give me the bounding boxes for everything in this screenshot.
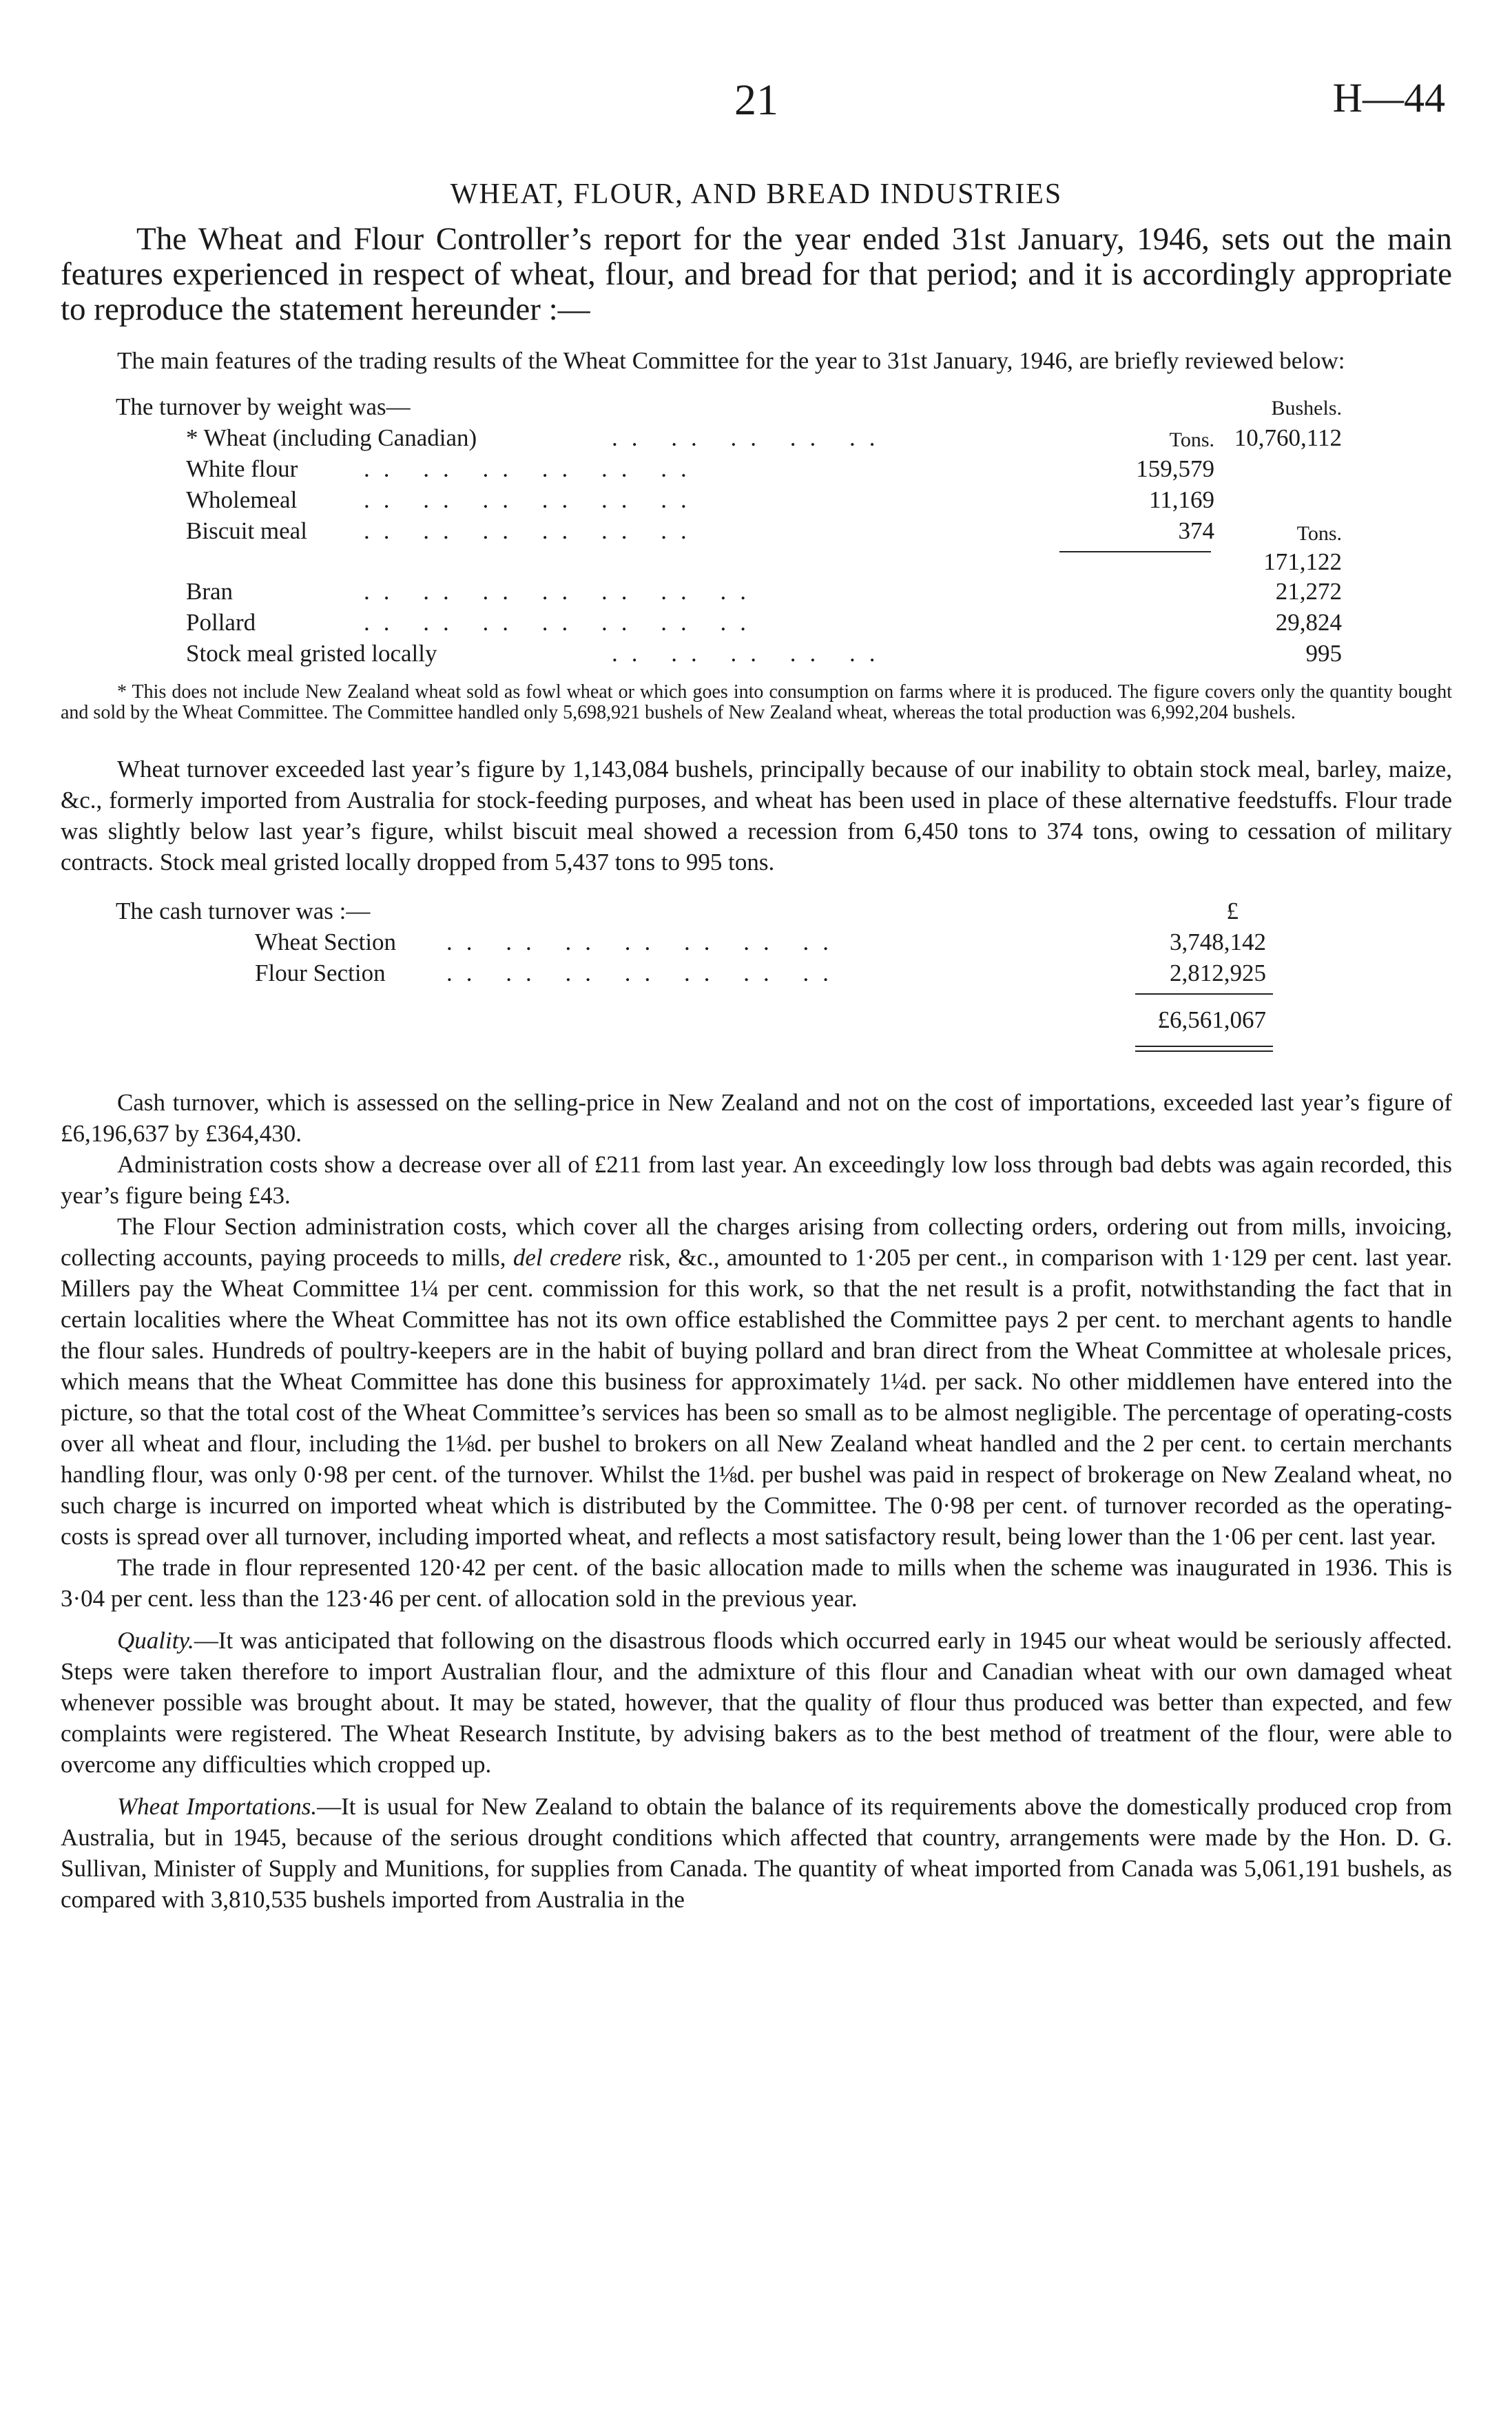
row-stock-meal-leaders: .. .. .. .. ..: [612, 640, 889, 667]
del-credere-italic: del credere: [512, 1244, 622, 1271]
tons-subtotal: 171,122: [1263, 548, 1342, 575]
intro-paragraph: The Wheat and Flour Controller’s report for the year ended 31st January, 1946, sets out the main features experienced in respect of wheat, flour, and bread for that period; and it is accordingly appropriate to reproduce the statement hereunder :—: [61, 221, 1452, 327]
row-flour-section-label: Flour Section: [255, 960, 386, 986]
row-white-flour-leaders: .. .. .. .. .. ..: [364, 455, 701, 482]
admin-paragraph: Administration costs show a decrease over all of £211 from last year. An exceedingly low loss through bad debts was again recorded, this year’s figure being £43.: [61, 1151, 1452, 1209]
cash-total: £6,561,067: [1157, 1006, 1266, 1033]
row-pollard-tons: 29,824: [1275, 609, 1342, 636]
row-wheat-leaders: .. .. .. .. ..: [612, 424, 889, 451]
cash-paragraph: Cash turnover, which is assessed on the selling-price in New Zealand and not on the cost of importations, exceeded last year’s figure of £6,196,637 by £364,430.: [61, 1089, 1452, 1147]
row-flour-section-value: 2,812,925: [1170, 960, 1266, 986]
row-bran-tons: 21,272: [1275, 578, 1342, 605]
page-header: [61, 62, 1452, 131]
row-biscuit-meal-label: Biscuit meal: [186, 517, 307, 544]
flour-section-text-b: risk, &c., amounted to 1·205 per cent., in comparison with 1·129 per cent. last year. Millers pay the Wheat Committee 1¼ per cent. commission for this work, so that the net result is a profit, notwithstanding the fact that in certain localities where the Wheat Committee has not its own office established the Committee pays 2 per cent. to merchant agents to handle the flour sales. Hundreds of poultry-keepers are in the habit of buying pollard and bran direct from the Wheat Committee at wholesale prices, which means that the Wheat Committee has done this business for approximately 1¼d. per sack. No other middlemen have entered into the picture, so that the total cost of the Wheat Committee’s services has been so small as to be almost negligible. The percentage of operating-costs over all wheat and flour, including the 1⅛d. per bushel to brokers on all New Zealand wheat handled and the 2 per cent. to certain merchants handling flour, was only 0·98 per cent. of the turnover. Whilst the 1⅛d. per bushel was paid in respect of brokerage on New Zealand wheat, no such charge is incurred on imported wheat which is distributed by the Committee. The 0·98 per cent. of turnover recorded as the operating-costs is spread over all turnover, including imported wheat, and reflects a most satisfactory result, being lower than the 1·06 per cent. last year.: [61, 1244, 1453, 1550]
imports-text: —It is usual for New Zealand to obtain the balance of its requirements above the domestically produced crop from Australia, but in 1945, because of the serious drought conditions which affected that country, arrangements were made by the Hon. D. G. Sullivan, Minister of Supply and Munitions, for supplies from Canada. The quantity of wheat imported from Canada was 5,061,191 bushels, as compared with 3,810,535 bushels imported from Australia in the: [61, 1793, 1452, 1913]
row-wheat-bushels: 10,760,112: [1234, 424, 1342, 451]
document-page: [61, 62, 1452, 1915]
section-title: WHEAT, FLOUR, AND BREAD INDUSTRIES: [450, 178, 1063, 210]
subtotal-rule: [1059, 551, 1211, 552]
row-pollard-leaders: .. .. .. .. .. .. ..: [364, 609, 760, 636]
quality-heading: Quality.: [117, 1627, 194, 1654]
weight-table-lead: The turnover by weight was—: [116, 393, 411, 420]
document-reference: H—44: [1332, 75, 1445, 121]
footnote: * This does not include New Zealand wheat sold as fowl wheat or which goes into consumption on farms where it is produced. The figure covers only the quantity bought and sold by the Wheat Committee. The Committee handled only 5,698,921 bushels of New Zealand wheat, whereas the total production was 6,992,204 bushels.: [61, 681, 1452, 723]
imports-heading: Wheat Importations.: [117, 1793, 318, 1820]
currency-symbol: £: [1226, 898, 1239, 924]
wheat-turnover-paragraph: Wheat turnover exceeded last year’s figure by 1,143,084 bushels, principally because of our inability to obtain stock meal, barley, maize, &c., formerly imported from Australia for stock-feeding purposes, and wheat has been used in place of these alternative feedstuffs. Flour trade was slightly below last year’s figure, whilst biscuit meal showed a recession from 6,450 tons to 374 tons, owing to cessation of military contracts. Stock meal gristed locally dropped from 5,437 tons to 995 tons.: [61, 756, 1452, 875]
row-bran-label: Bran: [186, 578, 234, 605]
row-wheat-label: * Wheat (including Canadian): [186, 424, 477, 451]
row-white-flour-tons: 159,579: [1136, 455, 1214, 482]
row-stock-meal-label: Stock meal gristed locally: [186, 640, 437, 667]
tons-column-head-2: Tons.: [1296, 522, 1342, 545]
row-wheat-section-leaders: .. .. .. .. .. .. ..: [446, 929, 842, 955]
row-wholemeal-label: Wholemeal: [186, 486, 298, 513]
row-wholemeal-leaders: .. .. .. .. .. ..: [364, 486, 701, 513]
row-wheat-section-label: Wheat Section: [255, 929, 397, 955]
row-wholemeal-tons: 11,169: [1149, 486, 1214, 513]
tons-column-head-1: Tons.: [1169, 428, 1214, 451]
row-biscuit-meal-leaders: .. .. .. .. .. ..: [364, 517, 701, 544]
row-white-flour-label: White flour: [186, 455, 298, 482]
bushels-column-head: Bushels.: [1271, 397, 1342, 419]
total-rule-bottom-2: [1135, 1050, 1273, 1052]
quality-text: —It was anticipated that following on the disastrous floods which occurred early in 1945 our wheat would be seriously affected. Steps were taken therefore to import Australian flour, and the admixture of this flour and Canadian wheat with our own damaged wheat whenever possible was brought about. It may be stated, however, that the quality of flour thus produced was better than expected, and few complaints were registered. The Wheat Research Institute, by advising bakers as to the best method of treatment of the flour, were able to overcome any difficulties which cropped up.: [61, 1627, 1452, 1778]
row-stock-meal-tons: 995: [1305, 640, 1342, 667]
row-pollard-label: Pollard: [186, 609, 256, 636]
row-biscuit-meal-tons: 374: [1178, 517, 1214, 544]
quality-paragraph: [61, 1625, 1452, 1780]
row-flour-section-leaders: .. .. .. .. .. .. ..: [446, 960, 842, 986]
total-rule-top: [1135, 993, 1273, 995]
row-bran-leaders: .. .. .. .. .. .. ..: [364, 578, 760, 605]
weight-turnover-table: [61, 391, 1452, 667]
flour-section-paragraph: [61, 1211, 1452, 1552]
page-number: 21: [734, 75, 778, 124]
total-rule-bottom-1: [1135, 1046, 1273, 1047]
imports-paragraph: [61, 1791, 1452, 1915]
cash-table-lead: The cash turnover was :—: [116, 898, 371, 924]
cash-turnover-table: [61, 895, 1452, 1069]
flour-section-text-a: The Flour Section administration costs, which cover all the charges arising from collecting orders, ordering out from mills, invoicing, collecting accounts, paying proceeds to mills,: [61, 1213, 1452, 1271]
trade-paragraph: The trade in flour represented 120·42 per cent. of the basic allocation made to mills when the scheme was inaugurated in 1936. This is 3·04 per cent. less than the 123·46 per cent. of allocation sold in the previous year.: [61, 1554, 1452, 1612]
main-features-paragraph: The main features of the trading results of the Wheat Committee for the year to 31st January, 1946, are briefly reviewed below:: [117, 347, 1345, 374]
row-wheat-section-value: 3,748,142: [1170, 929, 1266, 955]
